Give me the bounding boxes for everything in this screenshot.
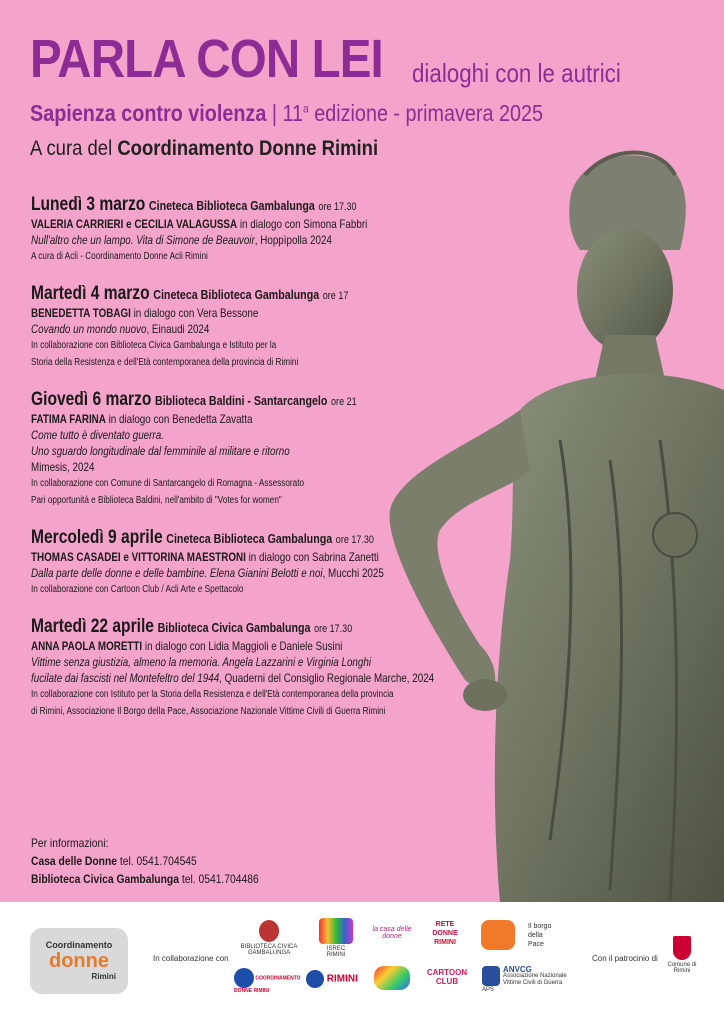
- rete-text-3: RIMINI: [434, 939, 456, 946]
- event-note: Storia della Resistenza e dell'Età contemporanea della provincia di Rimini: [31, 357, 299, 368]
- event-note: In collaborazione con Istituto per la Storia della Resistenza e dell'Età contemporanea della provincia: [31, 689, 394, 700]
- contact-info: [31, 834, 259, 888]
- event-book-line: [31, 232, 457, 248]
- acli-rimini-icon: [306, 970, 324, 988]
- rete-donne-logo: [426, 920, 464, 947]
- event-note: Pari opportunità e Biblioteca Baldini, nell'ambito di "Votes for women": [31, 495, 282, 506]
- anvcg-icon: [482, 966, 500, 986]
- event-guests-line: [31, 305, 457, 321]
- event-time: ore 17.30: [335, 534, 374, 546]
- event-book-line: [31, 427, 457, 443]
- event-note: In collaborazione con Cartoon Club / Acli Arte e Spettacolo: [31, 584, 244, 595]
- event-book-title: Dalla parte delle donne e delle bambine. Elena Gianini Belotti e noi: [31, 566, 323, 580]
- curated-line: [30, 137, 378, 161]
- acli-icon: [234, 968, 254, 988]
- event-time: ore 17.30: [314, 623, 353, 635]
- tagline-line: [30, 100, 543, 127]
- event-book-line: [31, 565, 457, 581]
- event-guests: VALERIA CARRIERI e CECILIA VALAGUSSA: [31, 217, 238, 231]
- event-guests-line: [31, 411, 457, 427]
- cartoon-club-logo: CARTOON CLUB: [426, 968, 468, 986]
- anvcg-subtitle: Associazione Nazionale Vittime Civili di Guerra APS: [482, 973, 567, 993]
- tagline: Sapienza contro violenza: [30, 100, 267, 126]
- poster-subtitle: dialoghi con le autrici: [412, 58, 621, 88]
- comune-crest-icon: [673, 936, 691, 960]
- event-dialog: in dialogo con Sabrina Zanetti: [245, 550, 379, 564]
- separator: |: [271, 100, 277, 126]
- event-book-title: Covando un mondo nuovo: [31, 322, 147, 336]
- event-header: [31, 194, 457, 216]
- info-name: Casa delle Donne: [31, 854, 118, 868]
- event-date: Giovedì 6 marzo: [31, 389, 152, 410]
- event-book-title: Come tutto è diventato guerra.: [31, 428, 164, 442]
- event-date: Martedì 22 aprile: [31, 616, 154, 637]
- event-guests-line: [31, 549, 457, 565]
- info-phone: tel. 0541.704545: [117, 854, 197, 868]
- gambalunga-text: BIBLIOTECA CIVICA GAMBALUNGA: [240, 944, 298, 956]
- logo-main-text: donne: [49, 950, 109, 972]
- event-header: [31, 616, 457, 638]
- event-item: [31, 527, 551, 598]
- logo-bottom-text: Rimini: [91, 972, 116, 981]
- event-note: In collaborazione con Biblioteca Civica Gambalunga e Istituto per la: [31, 340, 277, 351]
- event-dialog: in dialogo con Lidia Maggioli e Daniele Susini: [142, 639, 343, 653]
- event-place: Cineteca Biblioteca Gambalunga: [166, 531, 333, 546]
- event-time: ore 21: [331, 396, 357, 408]
- acli-rimini-logo: [306, 970, 366, 988]
- event-publisher: , Quaderni del Consiglio Regionale Marche, 2024: [219, 671, 435, 685]
- event-time: ore 17.30: [318, 201, 357, 213]
- event-book-title: Vittime senza giustizia, almeno la memoria. Angela Lazzarini e Virginia Longhi: [31, 655, 372, 669]
- coordinamento-donne-logo: [30, 928, 128, 994]
- event-dialog: in dialogo con Vera Bessone: [130, 306, 259, 320]
- borgo-text-1: Il borgo: [528, 923, 552, 930]
- isrec-logo: [318, 918, 354, 958]
- edition-suffix: a: [303, 101, 309, 116]
- info-line: [31, 870, 259, 888]
- event-publisher: , Hoppìpolla 2024: [254, 233, 332, 247]
- event-date: Martedì 4 marzo: [31, 283, 150, 304]
- borgo-della-pace-logo: [528, 922, 578, 949]
- comune-rimini-logo: [660, 936, 704, 974]
- curated-by: Coordinamento Donne Rimini: [117, 137, 379, 160]
- acli-coordinamento-logo: [234, 968, 302, 994]
- comune-text: Comune di Rimini: [667, 962, 697, 974]
- event-publisher: Mimesis, 2024: [31, 460, 95, 474]
- event-dialog: in dialogo con Simona Fabbri: [237, 217, 368, 231]
- edition-number: 11: [282, 100, 304, 126]
- patronage-label: Con il patrocinio di: [592, 954, 658, 963]
- logo-top-text: Coordinamento: [45, 940, 113, 950]
- rete-text-1: RETE: [435, 921, 455, 928]
- event-book-subtitle: Uno sguardo longitudinale dal femminile al militare e ritorno: [31, 444, 290, 458]
- event-item: [31, 194, 551, 265]
- info-name: Biblioteca Civica Gambalunga: [31, 872, 179, 886]
- rete-text-2: DONNE: [432, 930, 458, 937]
- info-heading: Per informazioni:: [31, 836, 109, 850]
- isrec-text: ISREC RIMINI: [326, 946, 346, 958]
- event-guests: FATIMA FARINA: [31, 412, 106, 426]
- event-guests: ANNA PAOLA MORETTI: [31, 639, 143, 653]
- event-time: ore 17: [322, 290, 349, 302]
- borgo-text-3: Pace: [528, 941, 544, 948]
- event-place: Cineteca Biblioteca Gambalunga: [153, 287, 320, 302]
- event-date: Lunedì 3 marzo: [31, 194, 146, 215]
- collaboration-label: In collaborazione con: [153, 954, 229, 963]
- event-book-line: [31, 443, 457, 459]
- event-item: [31, 389, 551, 509]
- event-note: A cura di Acli - Coordinamento Donne Acli Rimini: [31, 251, 208, 262]
- borgo-text-2: della: [528, 932, 543, 939]
- event-item: [31, 616, 551, 720]
- event-book-line: [31, 321, 457, 337]
- event-place: Biblioteca Civica Gambalunga: [157, 620, 311, 635]
- event-item: [31, 283, 551, 371]
- curated-prefix: A cura del: [30, 137, 118, 160]
- event-header: [31, 283, 457, 305]
- event-date: Mercoledì 9 aprile: [31, 527, 163, 548]
- event-header: [31, 389, 457, 411]
- edition-text: edizione - primavera 2025: [308, 100, 543, 126]
- event-publisher: , Mucchi 2025: [322, 566, 384, 580]
- info-line: [31, 852, 259, 870]
- acli-rimini-text: RIMINI: [326, 973, 358, 985]
- event-note: In collaborazione con Comune di Santarcangelo di Romagna - Assessorato: [31, 478, 305, 489]
- event-guests-line: [31, 216, 457, 232]
- orange-sponsor-logo: [480, 920, 516, 952]
- anvcg-logo: [482, 966, 568, 994]
- event-publisher: , Einaudi 2024: [146, 322, 210, 336]
- event-guests-line: [31, 638, 457, 654]
- event-place: Cineteca Biblioteca Gambalunga: [148, 198, 315, 213]
- info-phone: tel. 0541.704486: [178, 872, 259, 886]
- anvcg-title: ANVCG: [503, 965, 532, 974]
- sponsor-footer: [0, 902, 724, 1024]
- event-book-title: Null'altro che un lampo. Vita di Simone de Beauvoir: [31, 233, 255, 247]
- casa-delle-donne-logo: la casa delle donne: [372, 926, 412, 940]
- events-list: [31, 194, 551, 738]
- event-book-line: [31, 670, 457, 686]
- event-guests: THOMAS CASADEI e VITTORINA MAESTRONI: [31, 550, 246, 564]
- event-guests: BENEDETTA TOBAGI: [31, 306, 131, 320]
- gambalunga-logo: [228, 920, 310, 956]
- event-place: Biblioteca Baldini - Santarcangelo: [155, 393, 328, 408]
- event-dialog: in dialogo con Benedetta Zavatta: [105, 412, 253, 426]
- event-header: [31, 527, 457, 549]
- event-book-line: [31, 654, 457, 670]
- poster-title: PARLA CON LEI: [30, 29, 383, 89]
- event-book-subtitle: fucilate dai fascisti nel Montefeltro del 1944: [31, 671, 220, 685]
- colorful-sponsor-logo: [372, 966, 412, 992]
- event-note: di Rimini, Associazione Il Borgo della Pace, Associazione Nazionale Vittime Civili di Guerra Rimini: [31, 706, 386, 717]
- acli-coord-text: COORDINAMENTO DONNE RIMINI: [234, 975, 301, 994]
